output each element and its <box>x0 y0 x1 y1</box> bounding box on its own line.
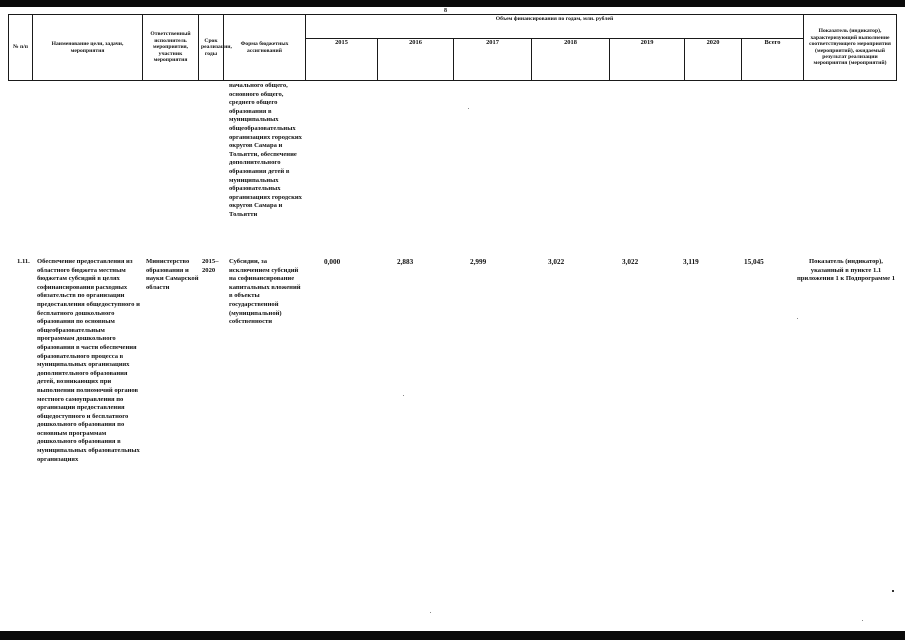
value-2017: 2,999 <box>470 258 487 266</box>
row-number: 1.11. <box>17 258 30 265</box>
header-year-2018: 2018 <box>532 39 610 81</box>
header-num: № п/п <box>9 15 33 81</box>
header-responsible: Ответственный исполнитель мероприятия, участник мероприятия <box>143 15 199 81</box>
header-year-2016: 2016 <box>378 39 454 81</box>
header-period: Срок реализации, годы <box>199 15 224 81</box>
value-2016: 2,883 <box>397 258 414 266</box>
page-number: 8 <box>444 8 447 14</box>
row-name: Обеспечение предоставления из областного бюджета местным бюджетам субсидий в целях софинансирования расходных обязательств по организации предоставления общедоступного и бесплатного дошкольного образования по основным общеобразовательным программам дошкольного образования в части обеспечения образовательного процесса в муниципальных организациях дополнительного образования детей, возникающих при выполнении полномочий органов местного самоуправления по организации предоставления общедоступного и бесплатного дошкольного образования по основным программам дошкольного образования в муниципальных образовательных организациях <box>37 258 140 463</box>
table-header <box>8 14 897 81</box>
header-form: Форма бюджетных ассигнований <box>224 15 306 81</box>
bottom-scan-border <box>0 631 905 640</box>
header-year-2017: 2017 <box>454 39 532 81</box>
header-name: Наименование цели, задачи, мероприятия <box>33 15 143 81</box>
row-responsible: Министерство образования и науки Самарской области <box>146 258 199 291</box>
header-year-2019: 2019 <box>610 39 685 81</box>
header-year-2020: 2020 <box>685 39 742 81</box>
scan-speck <box>468 108 469 109</box>
scan-speck <box>403 395 404 396</box>
scan-speck <box>862 620 863 621</box>
row-period: 2015–2020 <box>202 258 219 274</box>
value-2019: 3,022 <box>622 258 639 266</box>
scan-speck <box>892 590 894 592</box>
value-2015: 0,000 <box>324 258 341 266</box>
header-year-2015: 2015 <box>306 39 378 81</box>
value-2020: 3,119 <box>683 258 699 266</box>
scan-speck <box>430 612 431 613</box>
value-2018: 3,022 <box>548 258 565 266</box>
row-form: Субсидии, за исключением субсидий на софинансирование капитальных вложений в объекты государственной (муниципальной) собственности <box>229 258 301 326</box>
scan-speck <box>797 318 798 319</box>
header-indicator: Показатель (индикатор), характеризующий выполнение соответствующего мероприятия (мероприятий), ожидаемый результат реализации мероприятия (мероприятий) <box>804 15 897 81</box>
header-financing: Объем финансирования по годам, млн. рублей <box>306 15 804 39</box>
top-scan-border <box>0 0 905 7</box>
row-indicator: Показатель (индикатор), указанный в пункте 1.1 приложения 1 к Подпрограмме 1 <box>796 258 896 283</box>
header-total: Всего <box>742 39 804 81</box>
continued-form-text: начального общего, основного общего, среднего общего образования в муниципальных общеобразовательных организациях городских округов Самара и Тольятти, обеспечение дополнительного образования детей в муниципальных образовательных организациях городских округов Самара и Тольятти <box>229 82 302 218</box>
value-total: 15,045 <box>744 258 764 266</box>
